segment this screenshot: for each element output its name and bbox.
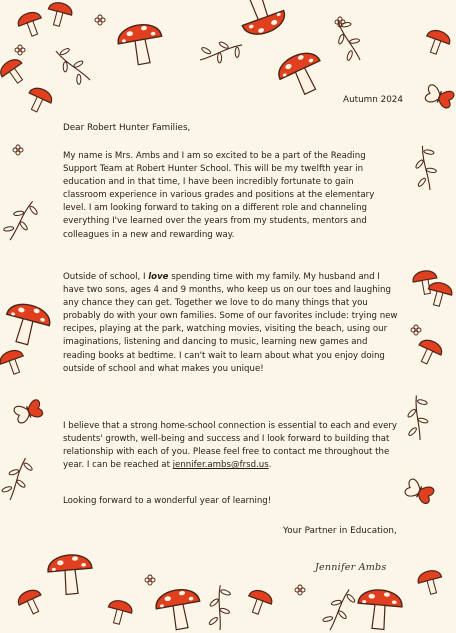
butterfly-icon (404, 478, 435, 505)
closing-valediction: Your Partner in Education, (283, 526, 397, 536)
salutation: Dear Robert Hunter Families, (63, 123, 191, 133)
paragraph-family (63, 271, 399, 376)
mushroom-icon (47, 553, 94, 596)
mushroom-icon (45, 0, 74, 28)
signature: Jennifer Ambs (315, 562, 387, 573)
leaf-branch-icon (47, 43, 99, 89)
mushroom-icon (234, 0, 289, 40)
mushroom-icon (416, 568, 445, 596)
mushroom-icon (105, 598, 134, 626)
leaf-branch-icon (0, 455, 35, 503)
email-link[interactable]: jennifer.ambs@frsd.us (172, 460, 269, 471)
mushroom-icon (413, 337, 444, 368)
mushroom-icon (0, 347, 28, 377)
leaf-branch-icon (399, 393, 437, 443)
mushroom-icon (1, 300, 54, 349)
paragraph-family-text-start: Outside of school, I (63, 272, 149, 282)
mushroom-icon (274, 47, 330, 101)
mushroom-icon (244, 587, 274, 617)
paragraph-connection-text: I believe that a strong home-school connection is essential to each and every students' growth, well-being and success and I look forward to building that relationship with each of you. Please feel free to contact me throughout the year. I can be reached at (63, 421, 397, 471)
leaf-branch-icon (405, 143, 446, 194)
flower-icon (295, 585, 305, 595)
leaf-branch-icon (202, 584, 237, 632)
flower-icon (95, 15, 105, 25)
paragraph-closing-line: Looking forward to a wonderful year of learning! (63, 496, 272, 506)
leaf-branch-icon (195, 29, 247, 75)
paragraph-introduction: My name is Mrs. Ambs and I am so excited to be a part of the Reading Support Team at Robert Hunter School. This will be my twelfth year in education and in that time, I have been incredibly fortunate to gain classroom experience in various grades and positions at the elementary level. I am looking forward to taking on a different role and channeling everything I've learned over the years from my students, mentors and colleagues in a new and rewarding way. (63, 151, 375, 240)
leaf-branch-icon (324, 15, 373, 66)
mushroom-icon (15, 587, 46, 618)
flower-icon (15, 45, 25, 55)
flower-icon (13, 145, 23, 155)
butterfly-icon (424, 84, 455, 109)
mushroom-icon (23, 85, 54, 116)
mushroom-icon (356, 588, 403, 631)
mushroom-icon (16, 9, 46, 39)
paragraph-family-text-end: spending time with my family. My husband and I have two sons, ages 4 and 9 months, who keep us on our toes and laughing any chance they can get. Together we love to do many things that you probably do with your own families. Some of our favorites include: trying new recipes, playing at the park, watching movies, visiting the beach, using our imaginations, listening and dancing to music, learning new games and reading books at bedtime. I can't wait to learn about what you enjoy doing outside of school and what makes you unique! (63, 272, 398, 374)
leaf-branch-icon (320, 585, 358, 633)
leaf-branch-icon (0, 195, 41, 246)
butterfly-icon (13, 399, 44, 424)
letter-date: Autumn 2024 (343, 95, 403, 105)
mushroom-icon (116, 21, 166, 67)
mushroom-icon (154, 586, 204, 632)
flower-icon (145, 575, 155, 585)
emphasis-love: love (148, 272, 169, 282)
paragraph-connection (63, 420, 399, 472)
mushroom-icon (422, 27, 452, 57)
paragraph-connection-end: . (268, 460, 272, 471)
mushroom-icon (0, 56, 30, 89)
flower-icon (411, 325, 421, 335)
